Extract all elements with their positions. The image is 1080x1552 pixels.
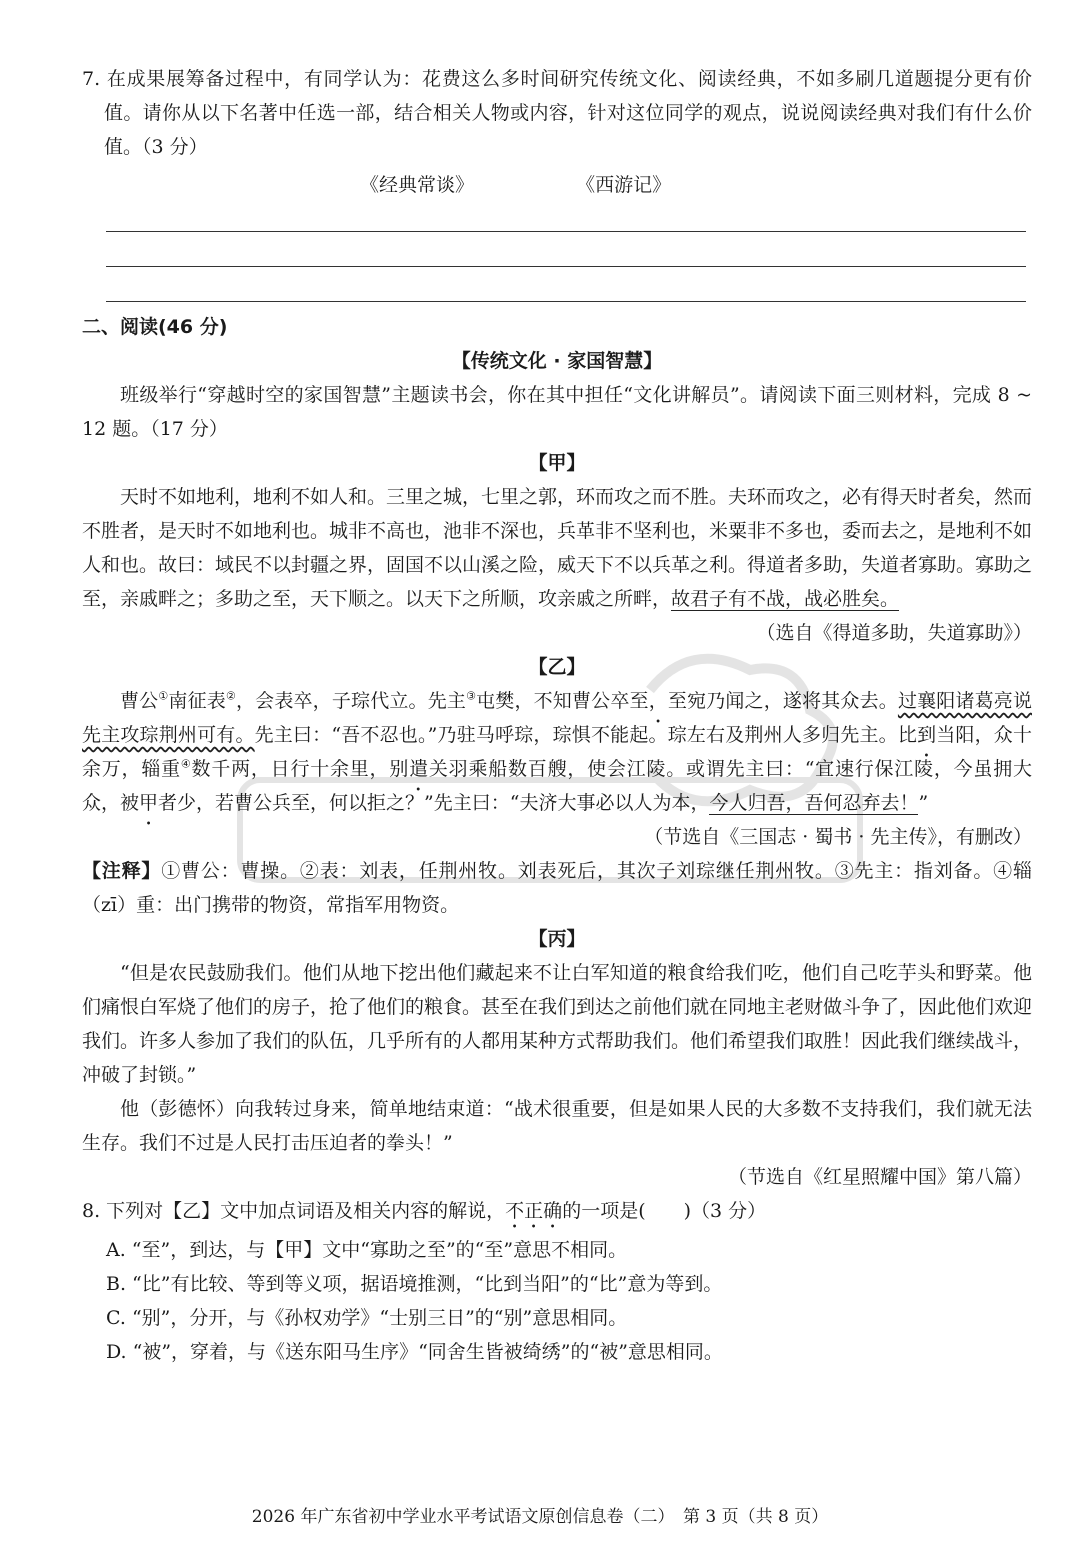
passage-bing-p1: “但是农民鼓励我们。他们从地下挖出他们藏起来不让白军知道的粮食给我们吃，他们自己吃芋头和野菜。他们痛恨白军烧了他们的房子，抢了他们的粮食。甚至在我们到达之前他们就在同地主老财做斗争了，因此他们欢迎我们。许多人参加了我们的队伍，几乎所有的人都用某种方式帮助我们。他们希望我们取胜！因此我们继续战斗，冲破了封锁。” [82,962,1033,1086]
yi-text: 数千两，日行十余里， [191,758,390,780]
passage-yi-label: 【乙】 [528,656,586,678]
yi-text: 甲者少，若曹公兵至，何以拒之？”先主曰：“夫济大事必以人为本， [139,792,710,814]
yi-text: 曹公 [120,690,159,712]
passage-bing-label: 【丙】 [528,928,586,950]
dotted-word: 被 [120,792,140,814]
passage-jia-underlined: 故君子有不战，战必胜矣。 [671,588,900,610]
question-8-stem [82,1194,1032,1233]
passage-yi-notes [82,854,1032,922]
yi-text: 遣关羽乘船数百艘，使会江陵。或谓先主曰：“宜速行保江陵，今虽拥大众， [82,758,1032,814]
page-footer: 2026 年广东省初中学业水平考试语文原创信息卷（二） 第 3 页（共 8 页） [251,1507,829,1527]
note-marker: ④ [180,757,192,771]
wavy-underlined-sentence: 过襄阳诸葛亮说先主攻琮荆州可有。 [82,690,1032,746]
yi-text: ，会表卒，子琮代立。先主 [235,690,467,712]
yi-text: ，至宛乃闻之，遂将其众去。 [648,690,898,712]
section-intro: 班级举行“穿越时空的家国智慧”主题读书会，你在其中担任“文化讲解员”。请阅读下面三则材料，完成 8 ~ 12 题。（17 分） [82,384,1032,440]
yi-text: 南征表 [168,690,226,712]
note-marker: ① [158,689,169,703]
yi-text: 屯樊，不知曹公卒 [476,690,630,712]
q8-stem-part: 8. 下列对【乙】文中加点词语及相关内容的解说， [82,1200,506,1222]
yi-text: 先主曰：“吾不忍也。”乃驻马呼琮，琮惧不能起。琮左右及荆州人多归先主。 [254,724,898,746]
theme-heading: 【传统文化 · 家国智慧】 [451,350,663,372]
passage-jia-body: 天时不如地利，地利不如人和。三里之城，七里之郭，环而攻之而不胜。夫环而攻之，必有得天时者矣，然而不胜者，是天时不如地利也。城非不高也，池非不深也，兵革非不坚利也，米粟非不多也，委而去之，是地利不如人和也。故曰：域民不以封疆之界，固国不以山溪之险，威天下不以兵革之利。得道者多助，失道者寡助。寡助之至，亲戚畔之；多助之至，天下顺之。以天下之所顺，攻亲戚之所畔， [82,486,1033,610]
passage-yi [82,684,1032,820]
dotted-word: 比 [897,724,918,746]
notes-label: 【注释】 [82,860,162,882]
book-option-1: 《经典常谈》 [360,174,475,196]
note-marker: ③ [466,689,477,703]
q8-emphasis: 不正确 [505,1200,563,1222]
answer-line-3 [106,301,1026,302]
answer-line-1 [106,231,1026,232]
book-options [360,168,780,202]
section-2 [82,310,1032,1369]
passage-bing-source: （节选自《红星照耀中国》第八篇） [727,1166,1032,1188]
notes-text: ①曹公：曹操。②表：刘表，任荆州牧。刘表死后，其次子刘琮继任荆州牧。③先主：指刘备。④辎（zī）重：出门携带的物资，常指军用物资。 [82,860,1032,916]
underlined-sentence: 今人归吾，吾何忍弃去！ [709,792,919,814]
passage-jia-source: （选自《得道多助，失道寡助》） [756,622,1032,644]
passage-jia [82,480,1032,616]
question-7-text: 7. 在成果展筹备过程中，有同学认为：花费这么多时间研究传统文化、阅读经典，不如多刷几道题提分更有价值。请你从以下名著中任选一部，结合相关人物或内容，针对这位同学的观点，说说阅读经典对我们有什么价值。（3 分） [82,68,1032,158]
book-option-2: 《西游记》 [576,174,672,196]
yi-text: 到当阳，众十余万，辎重 [82,724,1032,780]
question-7 [82,62,1032,164]
passage-bing-p2: 他（彭德怀）向我转过身来，简单地结束道：“战术很重要，但是如果人民的大多数不支持我们，我们就无法生存。我们不过是人民打击压迫者的拳头！” [82,1098,1032,1154]
q8-option-c: C. “别”，分开，与《孙权劝学》“士别三日”的“别”意思相同。 [106,1307,628,1329]
note-marker: ② [225,689,236,703]
dotted-word: 至 [629,690,649,712]
q8-stem-part: 的一项是( )（3 分） [562,1200,767,1222]
q8-option-b: B. “比”有比较、等到等义项，据语境推测，“比到当阳”的“比”意为等到。 [106,1273,723,1295]
q8-option-a: A. “至”，到达，与【甲】文中“寡助之至”的“至”意思不相同。 [106,1239,628,1261]
dotted-word: 别 [389,758,410,780]
section-title: 二、阅读(46 分) [82,316,228,338]
passage-yi-source: （节选自《三国志 · 蜀书 · 先主传》，有删改） [644,826,1032,848]
q8-option-d: D. “被”，穿着，与《送东阳马生序》“同舍生皆被绮绣”的“被”意思相同。 [106,1341,723,1363]
answer-line-2 [106,266,1026,267]
yi-text: ” [918,792,929,814]
passage-jia-label: 【甲】 [528,452,586,474]
